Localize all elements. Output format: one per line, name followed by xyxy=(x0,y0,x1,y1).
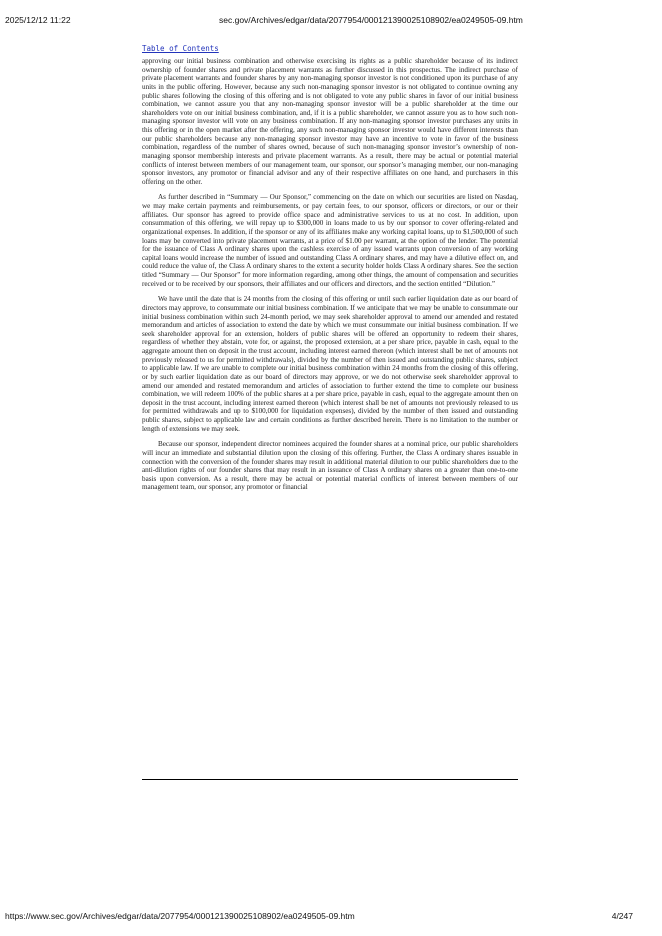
paragraph-2: As further described in “Summary — Our Sponsor,” commencing on the date on which our securities are listed on Nasdaq, we may make certain payments and reimbursements, or pay certain fees, to our sponsor, officers or directors, or our or their affiliates. Our sponsor has agreed to provide office space and administrative services to us at no cost. In addition, upon consummation of this offering, we will repay up to $300,000 in loans made to us by our sponsor to cover offering-related and organizational expenses. In addition, if the sponsor or any of its affiliates make any working capital loans, up to $1,500,000 of such loans may be converted into private placement warrants, at a price of $1.00 per warrant, at the option of the lender. The potential for the issuance of Class A ordinary shares upon the cashless exercise of any issued warrants upon conversion of any working capital loans would increase the number of issued and outstanding Class A ordinary shares, and may have a dilutive effect on, and could reduce the value of, the Class A ordinary shares to the extent a security holder holds Class A ordinary shares. See the section titled “Summary — Our Sponsor” for more information regarding, among other things, the amount of compensation and securities received or to be received by our sponsors, their affiliates and our officers and directors, and the section entitled “Dilution.” xyxy=(142,193,518,288)
document-body xyxy=(142,38,518,492)
paragraph-1: approving our initial business combination and otherwise exercising its rights as a public shareholder because of its indirect ownership of founder shares and private placement warrants as further discussed in this prospectus. The indirect purchase of private placement warrants and founder shares by any non-managing sponsor investor is not conditioned upon its purchase of any units in the public offering. However, because any such non-managing sponsor investor is not obligated to continue owning any public shares following the closing of this offering and is not obligated to vote any public shares in favor of our initial business combination, we cannot assure you that any non-managing sponsor investor will be a public shareholder at the time our shareholders vote on our initial business combination, and, if it is a public shareholder, we cannot assure you as to how such non-managing sponsor investor will vote on any business combination. If any non-managing sponsor investor purchases any units in this offering or in the open market after the offering, any such non-managing sponsor investor would have different interests than our public shareholders because any non-managing sponsor investor may have an incentive to vote in favor of the business combination, regardless of the number of shares owned, because of such non-managing sponsor investor’s ownership of non-managing sponsor membership interests and private placement warrants. As a result, there may be actual or potential material conflicts of interest between members of our management team, our sponsor, our sponsor’s managing member, our non-managing sponsor investors, any promotor or financial advisor and any of their respective affiliates on one hand, and purchasers in this offering on the other. xyxy=(142,57,518,186)
paragraph-4: Because our sponsor, independent director nominees acquired the founder shares at a nominal price, our public shareholders will incur an immediate and substantial dilution upon the closing of this offering. Further, the Class A ordinary shares issuable in connection with the conversion of the founder shares may result in additional material dilution to our public shareholders due to the anti-dilution rights of our founder shares that may result in an issuance of Class A ordinary shares on a greater than one-to-one basis upon conversion. As a result, there may be actual or potential material conflicts of interest between members of our management team, our sponsor, any promotor or financial xyxy=(142,440,518,492)
page-url-footer: https://www.sec.gov/Archives/edgar/data/2077954/000121390025108902/ea0249505-09.htm xyxy=(5,911,355,921)
page-url-header: sec.gov/Archives/edgar/data/2077954/000121390025108902/ea0249505-09.htm xyxy=(219,15,523,25)
page-number: 4/247 xyxy=(611,911,633,921)
table-of-contents-link[interactable]: Table of Contents xyxy=(142,44,219,53)
print-datetime: 2025/12/12 11:22 xyxy=(5,15,71,25)
paragraph-3: We have until the date that is 24 months from the closing of this offering or until such earlier liquidation date as our board of directors may approve, to consummate our initial business combination. If we anticipate that we may be unable to consummate our initial business combination within such 24-month period, we may seek shareholder approval to amend our amended and restated memorandum and articles of association to extend the date by which we must consummate our initial business combination. If we seek shareholder approval for an extension, holders of public shares will be offered an opportunity to redeem their shares, regardless of whether they abstain, vote for, or against, the proposed extension, at a per share price, payable in cash, equal to the aggregate amount then on deposit in the trust account, including interest earned thereon (which interest shall be net of amounts not previously released to us for permitted withdrawals), divided by the number of then issued and outstanding public shares, subject to applicable law. If we are unable to complete our initial business combination within 24 months from the closing of this offering, or by such earlier liquidation date as our board of directors may approve, or we do not otherwise seek shareholder approval to amend our amended and restated memorandum and articles of association to further extend the time to complete our business combination, we will redeem 100% of the public shares at a per share price, payable in cash, equal to the aggregate amount then on deposit in the trust account, including interest earned thereon (which interest shall be net of amounts not previously released to us for permitted withdrawals and up to $100,000 for liquidation expenses), divided by the number of then issued and outstanding public shares, subject to applicable law and certain conditions as further described herein. There is no limitation to the number or length of extensions we may seek. xyxy=(142,295,518,433)
page-divider xyxy=(142,779,518,780)
